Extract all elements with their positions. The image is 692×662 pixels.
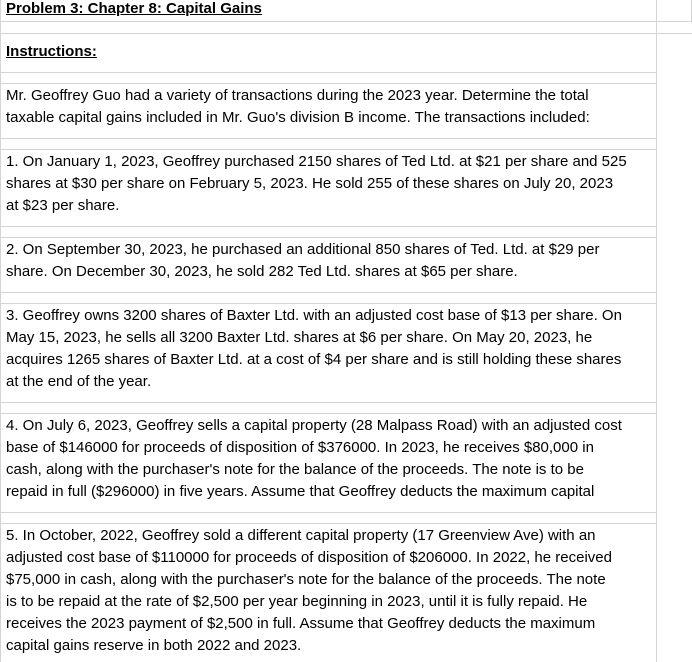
grid-line-left — [0, 0, 1, 662]
item-line: at $23 per share. — [6, 197, 120, 214]
transaction-item-5 — [6, 525, 650, 657]
item-line: 4. On July 6, 2023, Geoffrey sells a capital property (28 Malpass Road) with an adjusted cost — [6, 417, 622, 434]
intro-line: taxable capital gains included in Mr. Guo's division B income. The transactions included: — [6, 109, 590, 126]
grid-line-row-14 — [0, 523, 656, 524]
transaction-item-2 — [6, 239, 650, 283]
transaction-item-4 — [6, 415, 650, 503]
transaction-item-3 — [6, 305, 650, 393]
grid-line-right — [656, 0, 657, 662]
grid-line-row-3 — [0, 72, 656, 73]
item-line: $75,000 in cash, along with the purchaser's note for the balance of the proceeds. The note — [6, 571, 606, 588]
grid-line-row-5 — [0, 138, 656, 139]
item-line: 1. On January 1, 2023, Geoffrey purchased 2150 shares of Ted Ltd. at $21 per share and 525 — [6, 153, 627, 170]
item-line: repaid in full ($296000) in five years. Assume that Geoffrey deducts the maximum capital — [6, 483, 595, 500]
grid-line-row-9 — [0, 292, 656, 293]
transaction-item-1 — [6, 151, 650, 217]
grid-line-row-8 — [0, 237, 656, 238]
intro-line: Mr. Geoffrey Guo had a variety of transactions during the 2023 year. Determine the total — [6, 87, 589, 104]
grid-line-row-2 — [0, 33, 692, 34]
item-line: 5. In October, 2022, Geoffrey sold a different capital property (17 Greenview Ave) with an — [6, 527, 596, 544]
grid-line-row-12 — [0, 413, 656, 414]
item-line: 2. On September 30, 2023, he purchased an additional 850 shares of Ted. Ltd. at $29 per — [6, 241, 600, 258]
instructions-label — [6, 41, 650, 63]
grid-line-row-13 — [0, 512, 656, 513]
grid-line-row-7 — [0, 226, 656, 227]
item-line: May 15, 2023, he sells all 3200 Baxter Ltd. shares at $6 per share. On May 20, 2023, he — [6, 329, 593, 346]
grid-line-row-10 — [0, 303, 656, 304]
item-line: acquires 1265 shares of Baxter Ltd. at a cost of $4 per share and is still holding these shares — [6, 351, 622, 368]
item-line: share. On December 30, 2023, he sold 282 Ted Ltd. shares at $65 per share. — [6, 263, 518, 280]
instructions-label-text: Instructions: — [6, 43, 97, 60]
item-line: shares at $30 per share on February 5, 2023. He sold 255 of these shares on July 20, 2023 — [6, 175, 614, 192]
item-line: cash, along with the purchaser's note for the balance of the proceeds. The note is to be — [6, 461, 584, 478]
item-line: is to be repaid at the rate of $2,500 per year beginning in 2023, until it is fully repaid. He — [6, 593, 588, 610]
grid-line-row-11 — [0, 402, 656, 403]
item-line: receives the 2023 payment of $2,500 in full. Assume that Geoffrey deducts the maximum — [6, 615, 596, 632]
intro-paragraph — [6, 85, 650, 129]
grid-line-row-1 — [0, 21, 692, 22]
page-title — [6, 0, 650, 20]
page-title-text: Problem 3: Chapter 8: Capital Gains — [6, 0, 262, 17]
item-line: adjusted cost base of $110000 for proceeds of disposition of $206000. In 2022, he received — [6, 549, 612, 566]
grid-line-row-4 — [0, 83, 656, 84]
item-line: capital gains reserve in both 2022 and 2023. — [6, 637, 302, 654]
item-line: base of $146000 for proceeds of disposition of $376000. In 2023, he receives $80,000 in — [6, 439, 594, 456]
item-line: 3. Geoffrey owns 3200 shares of Baxter Ltd. with an adjusted cost base of $13 per share. On — [6, 307, 622, 324]
grid-line-row-6 — [0, 149, 656, 150]
item-line: at the end of the year. — [6, 373, 152, 390]
